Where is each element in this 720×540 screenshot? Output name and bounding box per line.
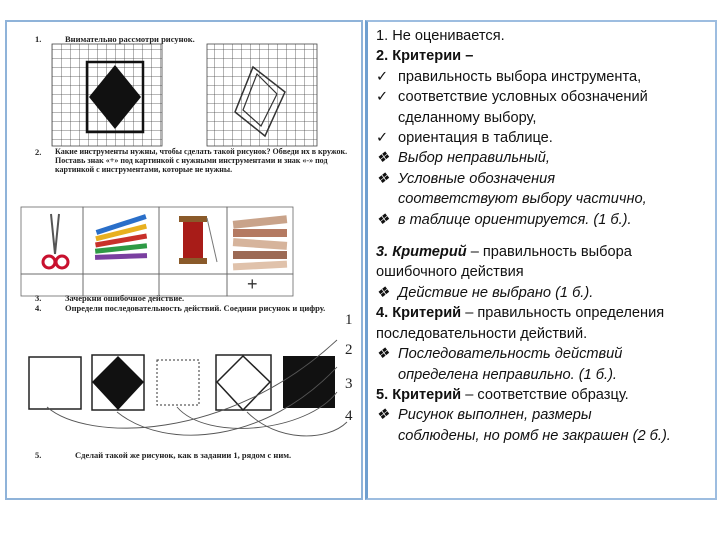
diamond-bullet-icon: ❖ [376,211,390,228]
criteria-line-9: соответствуют выбору частично, [398,191,647,208]
criteria-line-15: последовательности действий. [376,325,588,342]
criteria-line-11: – правильность выбора [466,244,632,261]
task3-number: 3. [35,293,42,303]
thread-spool-icon [179,216,217,264]
diamond-bullet-icon: ❖ [376,407,390,424]
diamond-bullet-icon: ❖ [376,150,390,167]
seq-fig-square [29,357,81,409]
criteria-panel [365,20,717,500]
criteria-line-5: сделанному выбору, [398,109,537,126]
plus-mark: + [247,274,258,294]
criteria-line-10: в таблице ориентируется. (1 б.). [398,211,632,228]
fabric-icon [233,215,288,270]
scissors-icon [43,214,68,268]
criteria-line-18: – соответствие образцу. [461,386,629,403]
task2-number: 2. [35,147,42,157]
criteria-line-1: 1. Не оценивается. [376,28,505,44]
criteria-line-19: Рисунок выполнен, размеры [398,407,592,424]
worksheet-scan [5,20,363,500]
criteria-line-8: Условные обозначения [398,170,556,187]
diamond-bullet-icon: ❖ [376,284,390,301]
seq-fig-filled-diamond [92,356,144,410]
check-icon: ✓ [376,130,389,147]
sequence-number-4: 4 [345,408,353,424]
task5-number: 5. [35,450,42,460]
check-icon: ✓ [376,89,389,106]
criteria-line-2: 2. Критерии – [376,48,474,65]
criteria-line-18-title: 5. Критерий [376,386,462,403]
criteria-line-14-title: 4. Критерий [376,305,462,322]
task1-figures [7,22,365,502]
criteria-line-4: соответствие условных обозначений [398,89,648,106]
pencils-icon [95,214,147,260]
criteria-line-11-title: 3. Критерий [376,244,467,261]
task2-text: Какие инструменты нужны, чтобы сделать такой рисунок? Обведи их в кружок. Поставь знак «+» под картинкой с нужными инструментами и знак «-» под картинкой с инструментами, которые не нужны. [55,147,348,174]
task3-text: Зачеркни ошибочное действие. [65,293,185,303]
task4-text: Определи последовательность действий. Соедини рисунок и цифру. [65,303,326,313]
check-icon: ✓ [376,68,389,85]
sequence-number-3: 3 [345,376,353,392]
sequence-number-2: 2 [345,342,353,358]
task1-text: Внимательно рассмотри рисунок. [65,34,195,44]
criteria-line-17: определена неправильно. (1 б.). [398,366,617,383]
criteria-line-3: правильность выбора инструмента, [398,68,642,85]
sequence-number-1: 1 [345,312,353,328]
seq-fig-dots [157,360,199,405]
criteria-line-12: ошибочного действия [376,264,524,281]
criteria-line-16: Последовательность действий [398,346,623,363]
criteria-line-13: Действие не выбрано (1 б.). [398,284,594,301]
task4-number: 4. [35,303,42,313]
criteria-line-6: ориентация в таблице. [398,130,553,147]
criteria-line-7: Выбор неправильный, [398,150,550,167]
criteria-line-14: – правильность определения [461,305,665,322]
task1-number: 1. [35,34,42,44]
task5-text: Сделай такой же рисунок, как в задании 1, рядом с ним. [75,450,292,460]
criteria-line-20: соблюдены, но ромб не закрашен (2 б.). [398,427,671,444]
diamond-bullet-icon: ❖ [376,170,390,187]
grid-right [207,44,317,146]
diamond-bullet-icon: ❖ [376,346,390,363]
